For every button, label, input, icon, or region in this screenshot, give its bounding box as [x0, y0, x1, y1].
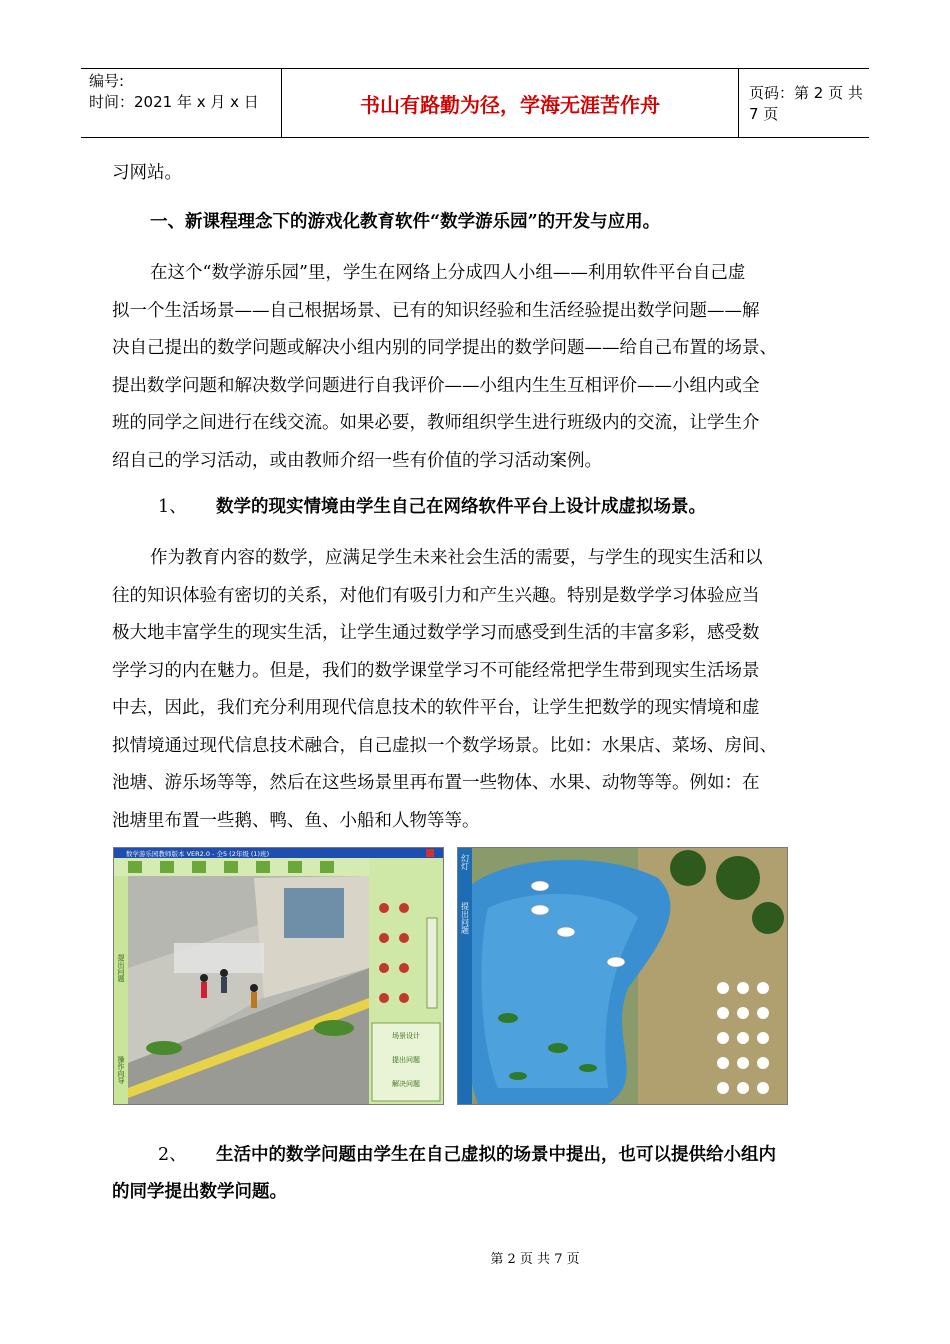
- tab-side-label: 提出问题: [460, 902, 470, 934]
- side-label-bottom: 操作向导: [117, 1056, 125, 1084]
- header-meta: [81, 69, 281, 137]
- page-footer: 第 2 页 共 7 页: [490, 1252, 580, 1267]
- paragraph-line: 在这个“数学游乐园”里，学生在网络上分成四人小组——利用软件平台自己虚: [150, 263, 746, 283]
- pond-screenshot: [457, 847, 788, 1105]
- paragraph-2: [112, 540, 842, 840]
- doc-time-label: 时间：2021 年 x 月 x 日: [89, 93, 259, 111]
- subheading-1-text: 数学的现实情境由学生自己在网络软件平台上设计成虚拟场景。: [216, 497, 706, 517]
- paragraph-line: 极大地丰富学生的现实生活，让学生通过数学学习而感受到生活的丰富多彩，感受数: [112, 623, 760, 643]
- subheading-2-number: 2、: [158, 1145, 187, 1165]
- subheading-2-text: 生活中的数学问题由学生在自己虚拟的场景中提出，也可以提供给小组内: [216, 1145, 776, 1165]
- continued-line: 习网站。: [112, 163, 182, 183]
- header-page-label: 页码：第 2 页 共 7 页: [749, 84, 863, 123]
- paragraph-line: 池塘、游乐场等等，然后在这些场景里再布置一些物体、水果、动物等等。例如：在: [112, 773, 760, 793]
- subheading-1-number: 1、: [158, 497, 187, 517]
- paragraph-line: 拟一个生活场景——自己根据场景、已有的知识经验和生活经验提出数学问题——解: [112, 300, 760, 321]
- doc-number-label: 编号:: [89, 72, 125, 90]
- panel-button-solve: 解决问题: [392, 1080, 420, 1088]
- paragraph-line: 池塘里布置一些鹅、鸭、鱼、小船和人物等等。: [112, 810, 480, 831]
- panel-button-scene: 场景设计: [392, 1032, 420, 1040]
- software-screenshot: [113, 847, 444, 1105]
- side-label-top: 提出问题: [117, 954, 125, 982]
- paragraph-1: [112, 255, 842, 480]
- subheading-1: [158, 493, 706, 518]
- paragraph-line: 决自己提出的数学问题或解决小组内别的同学提出的数学问题——给自己布置的场景、: [112, 338, 777, 358]
- subheading-2: [158, 1141, 776, 1166]
- paragraph-line: 拟情境通过现代信息技术融合，自己虚拟一个数学场景。比如：水果店、菜场、房间、: [112, 735, 777, 756]
- paragraph-line: 往的知识体验有密切的关系，对他们有吸引力和产生兴趣。特别是数学学习体验应当: [112, 585, 760, 606]
- tab-top-label: 幻灯: [460, 854, 470, 870]
- paragraph-line: 班的同学之间进行在线交流。如果必要，教师组织学生进行班级内的交流，让学生介: [112, 413, 760, 433]
- page-header: [81, 68, 869, 138]
- panel-button-question: 提出问题: [392, 1056, 420, 1064]
- header-motto: 书山有路勤为径，学海无涯苦作舟: [281, 69, 739, 137]
- subheading-2-continued: 的同学提出数学问题。: [112, 1182, 287, 1202]
- software-scene: [114, 848, 443, 1104]
- paragraph-line: 作为教育内容的数学，应满足学生未来社会生活的需要，与学生的现实生活和以: [150, 548, 763, 568]
- section-heading: 一、新课程理念下的游戏化教育软件“数学游乐园”的开发与应用。: [150, 212, 661, 232]
- paragraph-line: 学学习的内在魅力。但是，我们的数学课堂学习不可能经常把学生带到现实生活场景: [112, 660, 760, 681]
- pond-scene: [458, 848, 787, 1104]
- paragraph-line: 提出数学问题和解决数学问题进行自我评价——小组内生生互相评价——小组内或全: [112, 375, 760, 396]
- paragraph-line: 绍自己的学习活动，或由教师介绍一些有价值的学习活动案例。: [112, 450, 602, 471]
- window-title: 数学游乐园教师版本 VER2.0 - 全5 (2年级 (1)班): [126, 850, 270, 858]
- paragraph-line: 中去，因此，我们充分利用现代信息技术的软件平台，让学生把数学的现实情境和虚: [112, 698, 760, 718]
